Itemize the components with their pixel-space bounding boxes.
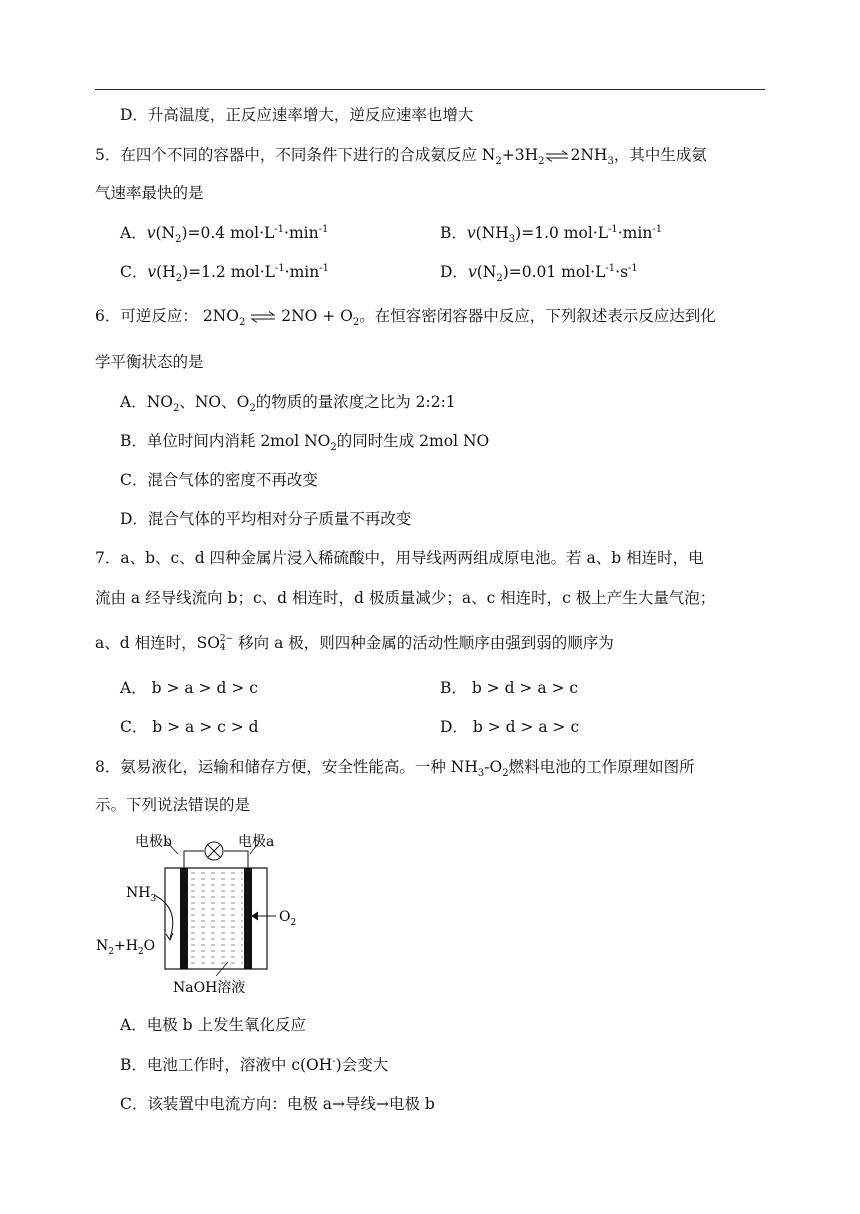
electrode-a [244, 868, 252, 969]
q6-option-b: B．单位时间内消耗 2mol $NO_2$的同时生成 2mol NO [120, 432, 490, 454]
header-rule [95, 89, 765, 90]
q8-stem-line1: 8．氨易液化，运输和储存方便，安全性能高。一种 $NH_3-O_2$燃料电池的工作原理如图所 [95, 758, 695, 780]
q7-option-c: C． b > a > c > d [120, 718, 259, 736]
q6-option-c: C．混合气体的密度不再改变 [120, 471, 318, 489]
electrode-b-label: 电极b [135, 834, 172, 850]
q7-stem-line1: 7．a、b、c、d 四种金属片浸入稀硫酸中，用导线两两组成原电池。若 a、b 相连时，电 [95, 549, 704, 567]
electrolyte-label: NaOH溶液 [173, 980, 246, 996]
q7-stem-line3: a、d 相连时，SO2− 4 移向 a 极，则四种金属的活动性顺序由强到弱的顺序为 [95, 634, 614, 653]
q5-option-b: B．$v(NH_3)=1.0$ $mol\cdot L^{-1}\cdot\min^{-1}$ [440, 223, 663, 246]
q8-option-a: A．电极 b 上发生氧化反应 [120, 1016, 306, 1034]
q5-option-d: D．$v(N_2)=0.01$ $mol\cdot L^{-1}\cdot s^{-1}$ [440, 262, 638, 285]
sulfate-ion-charges: 2− 4 [219, 634, 234, 653]
products-label: $N_2+H_2O$ [96, 938, 156, 957]
q5-option-a: A．$v(N_2)=0.4$ $mol\cdot L^{-1}\cdot\min^{-1}$ [120, 223, 329, 246]
lamp-icon [205, 842, 223, 860]
q7-option-d: D． b > d > a > c [440, 718, 580, 736]
equilibrium-arrow-icon [545, 150, 569, 162]
q6-option-a: A．$NO_2$、NO、$O_2$的物质的量浓度之比为 2:2:1 [120, 393, 456, 415]
q5-stem-line2: 气速率最快的是 [95, 184, 204, 202]
electrolyte-region [190, 872, 243, 967]
nh3-label: $NH_3$ [126, 885, 157, 904]
electrode-a-label: 电极a [238, 834, 275, 850]
q7-option-b: B． b > d > a > c [440, 679, 579, 697]
fuel-cell-diagram [90, 828, 320, 1008]
q6-stem-line1: 6．可逆反应： $2NO_2$ $2NO + O_2$。在恒容密闭容器中反应，下列叙述表示反应达到化 [95, 307, 716, 329]
q4-option-d: D．升高温度，正反应速率增大，逆反应速率也增大 [120, 106, 474, 124]
q7-option-a: A． b > a > d > c [120, 679, 258, 697]
nh3-flow-arrow [154, 895, 173, 938]
q8-option-b: B．电池工作时，溶液中 c(OH-)会变大 [120, 1055, 389, 1074]
q8-option-c: C．该装置中电流方向：电极 a→导线→电极 b [120, 1095, 435, 1113]
q6-stem-line2: 学平衡状态的是 [95, 353, 204, 371]
q8-stem-line2: 示。下列说法错误的是 [95, 796, 251, 814]
q6-option-d: D．混合气体的平均相对分子质量不再改变 [120, 510, 412, 528]
q7-stem-line2: 流由 a 经导线流向 b；c、d 相连时，d 极质量减少；a、c 相连时，c 极上产生大量气泡； [95, 589, 716, 607]
o2-label: $O_2$ [279, 909, 297, 928]
q5-stem-line1: 5．在四个不同的容器中，不同条件下进行的合成氨反应 $N_2+3H_2$ $2NH_3$，其中生成氨 [95, 146, 707, 168]
q5-option-c: C．$v(H_2)=1.2$ $mol\cdot L^{-1}\cdot\min^{-1}$ [120, 262, 329, 285]
electrode-b [180, 868, 188, 969]
equilibrium-arrow-icon [250, 311, 276, 323]
